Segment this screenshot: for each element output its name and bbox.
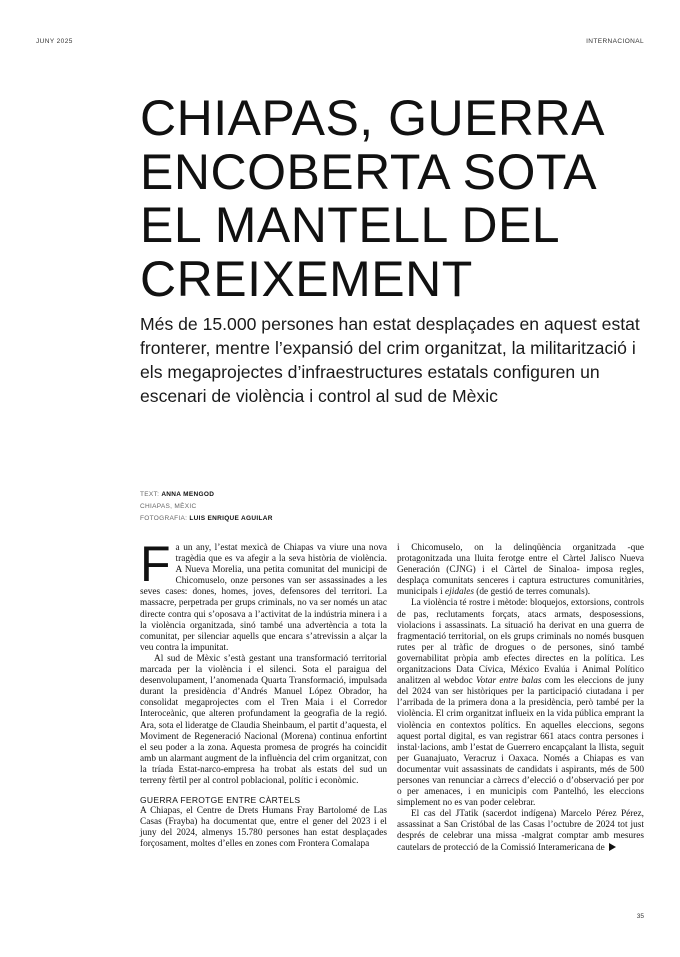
credit-text (140, 491, 214, 498)
credit-text-author: ANNA MENGOD (161, 491, 215, 498)
credit-photo-label: FOTOGRAFIA: (140, 515, 188, 522)
credit-photo-author: LUIS ENRIQUE AGUILAR (189, 515, 273, 522)
body-text: a un any, l’estat mexicà de Chiapas va viure una nova tragèdia que es va afegir a la seva història de violència. A Nueva Morelia, una petita comunitat del municipi de Chicomuselo, onze persones van ser assassinades a les seves cases: dones, homes, joves, defensores del territori. La massacre, perpetrada per grups criminals, no va ser només un atac directe contra qui s’oposava a l’activitat de la indústria minera i a la violència organitzada, sinó també una advertència a tota la comunitat, per silenciar aquells que encara s’atrevissin a alçar la veu contra la impunitat. (140, 543, 387, 653)
body-italic: ejidales (445, 587, 474, 598)
body-text: com les eleccions de juny del 2024 van ser històriques per la participació ciutadana i per l’arribada de la primera dona a la presidència, però també per la violència. El crim organitzat influeix en la vida pública emprant la violència en contextos polítics. En aquelles eleccions, segons aquest portal digital, es van registrar 661 atacs contra persones i instal·lacions, amb l’estat de Guerrero encapçalant la llista, seguit per Guanajuato, Veracruz i Oaxaca. Només a Chiapas es van documentar vuit assassinats de candidats i aspirants, més de 500 persones van renunciar a càrrecs d’elecció o d’observació per por o per amenaces, i en municipis com Pantelhó, les eleccions simplement no es van poder celebrar. (397, 676, 644, 809)
article-title: CHIAPAS, GUERRA ENCOBERTA SOTA EL MANTELL DEL CREIXEMENT (140, 90, 603, 307)
body-paragraph (397, 598, 644, 809)
page-number: 35 (636, 913, 644, 920)
body-italic: Votar entre balas (475, 676, 542, 687)
body-paragraph (397, 809, 644, 853)
section-label: INTERNACIONAL (586, 38, 644, 45)
credit-photo (140, 515, 273, 522)
continue-arrow-icon (609, 843, 616, 851)
body-text: (de gestió de terres comunals). (473, 587, 591, 598)
credit-place: CHIAPAS, MÈXIC (140, 503, 197, 510)
body-paragraph: A Chiapas, el Centre de Drets Humans Fray Bartolomé de Las Casas (Frayba) ha documentat que, entre el gener del 2023 i el juny del 2024, almenys 15.780 persones han estat desplaçades forçosament, moltes d’elles en zones com Frontera Comalapa (140, 806, 387, 850)
body-text: i Chicomuselo, on la delinqüència organitzada -que protagonitzada una lluita ferotge entre el Càrtel Jalisco Nueva Generación (CJNG) i el Càrtel de Sinaloa- imposa regles, desplaça comunitats senceres i captura estructures comunitàries, municipals i (397, 543, 644, 598)
body-paragraph (140, 536, 387, 654)
body-paragraph: Al sud de Mèxic s’està gestant una transformació territorial marcada per la violència i el silenci. Sota el paraigua del desenvolupament, l’anomenada Quarta Transformació, impulsada durant la presidència d’Andrés Manuel López Obrador, ha consolidat megaprojectes com el Tren Maia i el Corredor Interoceànic, que alteren profundament la geografia de la regió. Ara, sota el lideratge de Claudia Sheinbaum, el partit d’aquesta, el Moviment de Regeneració Nacional (Morena) continua enfortint el seu poder a la zona. Aquesta promesa de progrés ha coincidit amb un alarmant augment de la influència del crim organitzat, con la tríada Estat-narco-empresa ha trobat als estats del sud un terreny fèrtil per al control poblacional, polític i econòmic. (140, 653, 387, 786)
issue-date: JUNY 2025 (36, 38, 73, 45)
drop-cap: F (140, 536, 171, 592)
body-text: El cas del JTatik (sacerdot indígena) Marcelo Pérez Pérez, assassinat a San Cristóbal de las Casas l’octubre de 2024 tot just després de celebrar una missa -malgrat comptar amb mesures cautelars de protecció de la Comissió Interamericana de (397, 809, 644, 853)
body-paragraph (397, 543, 644, 598)
article-column-left (140, 536, 387, 850)
article-subtitle: Més de 15.000 persones han estat desplaçades en aquest estat fronterer, mentre l’expansió del crim organitzat, la militarització i els megaprojectes d’infraestructures estatals configuren un escenari de violència i control al sud de Mèxic (140, 314, 640, 406)
section-subheading: GUERRA FEROTGE ENTRE CÀRTELS (140, 795, 301, 806)
body-text: La violència té rostre i mètode: bloquejos, extorsions, controls de pas, reclutaments forçats, atacs armats, desposessions, violacions i assassinats. La situació ha derivat en una guerra de fragmentació territorial, on els grups criminals no només busquen rutes per al tràfic de drogues o de persones, sinó també governabilitat pròpia amb efectes directes en la política. Les organitzacions Data Cívica, México Evalúa i Animal Político analitzen al webdoc (397, 598, 644, 687)
credit-text-label: TEXT: (140, 491, 160, 498)
article-column-right (397, 543, 644, 854)
